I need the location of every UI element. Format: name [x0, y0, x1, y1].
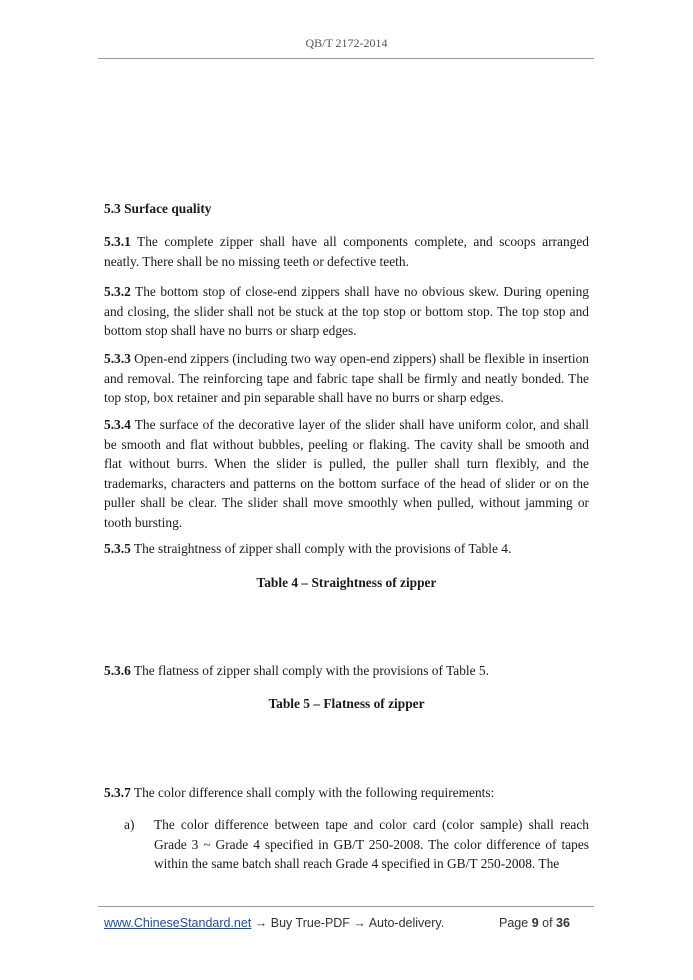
clause-text: The complete zipper shall have all components complete, and scoops arranged neatly. There shall be no missing teeth or defective teeth. — [104, 234, 589, 269]
clause-text: The color difference shall comply with the following requirements: — [130, 785, 495, 800]
page-indicator — [499, 916, 570, 930]
clause-5-3-1 — [104, 232, 589, 271]
clause-5-3-2 — [104, 282, 589, 341]
clause-number: 5.3.2 — [104, 284, 131, 299]
clause-5-3-5 — [104, 539, 589, 559]
clause-text: The surface of the decorative layer of the slider shall have uniform color, and shall be smooth and flat without bubbles, peeling or flaking. The cavity shall be smooth and flat without burrs. When the slider is pulled, the puller shall turn flexibly, and the trademarks, characters and patterns on the bottom surface of the head of slider or on the puller shall be clear. The slider shall move smoothly when pulled, without jamming or tooth bursting. — [104, 417, 589, 530]
page-total: 36 — [556, 916, 570, 930]
page-label: Page — [499, 916, 529, 930]
clause-number: 5.3.7 — [104, 785, 131, 800]
clause-text: The bottom stop of close-end zippers shall have no obvious skew. During opening and closing, the slider shall not be stuck at the top stop or bottom stop. The top stop and bottom stop shall have no burrs or sharp edges. — [104, 284, 589, 338]
promo-text: → Buy True-PDF → Auto-delivery. — [251, 916, 445, 930]
clause-text: The straightness of zipper shall comply with the provisions of Table 4. — [130, 541, 512, 556]
clause-text: Open-end zippers (including two way open-end zippers) shall be flexible in insertion and removal. The reinforcing tape and fabric tape shall be firmly and neatly bonded. The top stop, box retainer and pin separable shall have no burrs or sharp edges. — [104, 351, 589, 405]
list-item-marker: a) — [124, 817, 135, 832]
section-heading: 5.3 Surface quality — [104, 201, 212, 216]
header-divider — [98, 58, 594, 59]
clause-number: 5.3.4 — [104, 417, 131, 432]
table-4-caption: Table 4 – Straightness of zipper — [256, 575, 437, 590]
clause-5-3-4 — [104, 415, 589, 532]
clause-5-3-3 — [104, 349, 589, 408]
site-link[interactable]: www.ChineseStandard.net — [104, 916, 252, 930]
footer-divider — [98, 906, 594, 907]
page-of-label: of — [542, 916, 553, 930]
clause-number: 5.3.5 — [104, 541, 131, 556]
table-5-caption: Table 5 – Flatness of zipper — [268, 696, 425, 711]
page-current: 9 — [531, 916, 539, 930]
clause-number: 5.3.3 — [104, 351, 131, 366]
clause-number: 5.3.6 — [104, 663, 131, 678]
footer-promo — [104, 916, 444, 930]
document-code-header: QB/T 2172-2014 — [305, 36, 388, 50]
list-item-text: The color difference between tape and color card (color sample) shall reach Grade 3 ~ Grade 4 specified in GB/T 250-2008. The color difference of tapes within the same batch shall reach Grade 4 specified in GB/T 250-2008. The — [154, 817, 589, 871]
clause-text: The flatness of zipper shall comply with the provisions of Table 5. — [130, 663, 489, 678]
clause-5-3-7 — [104, 783, 589, 803]
clause-5-3-6 — [104, 661, 589, 681]
clause-number: 5.3.1 — [104, 234, 131, 249]
